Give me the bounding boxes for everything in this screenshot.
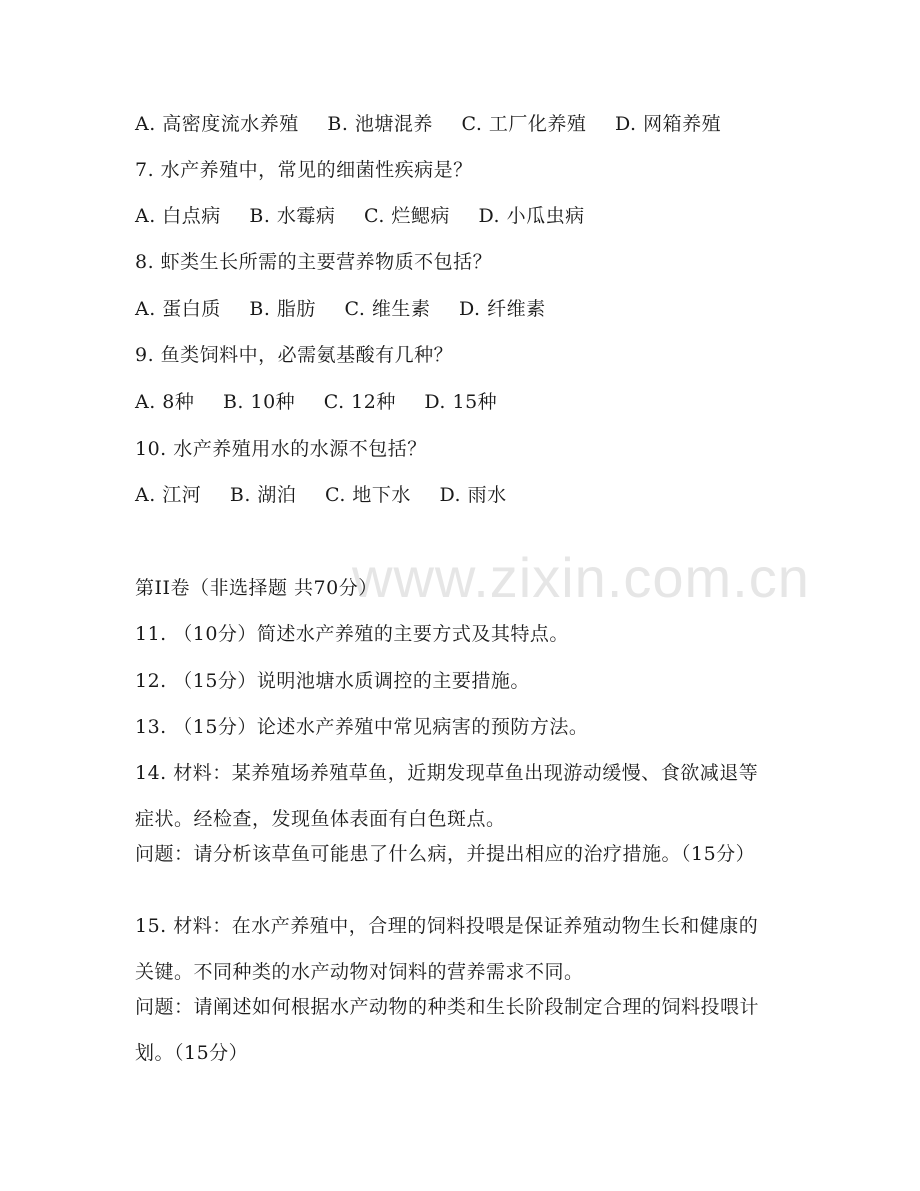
q6-option-b: B. 池塘混养 xyxy=(327,113,433,135)
q7-options xyxy=(135,204,607,228)
q9-question: 9. 鱼类饲料中，必需氨基酸有几种？ xyxy=(135,344,454,366)
q10-option-a: A. 江河 xyxy=(135,484,202,506)
q8-option-b: B. 脂肪 xyxy=(249,298,316,320)
q10-option-d: D. 雨水 xyxy=(439,484,507,506)
q6-option-d: D. 网箱养殖 xyxy=(614,113,722,135)
q11-question: 11. （10分）简述水产养殖的主要方式及其特点。 xyxy=(135,623,569,645)
q8-option-d: D. 纤维素 xyxy=(458,298,546,320)
q14-question: 问题：请分析该草鱼可能患了什么病，并提出相应的治疗措施。（15分） xyxy=(135,843,756,865)
q15-material: 15. 材料：在水产养殖中，合理的饲料投喂是保证养殖动物生长和健康的关键。不同种类的水产动物对饲料的营养需求不同。 xyxy=(135,915,759,983)
q8-option-c: C. 维生素 xyxy=(344,298,431,320)
q12-question: 12. （15分）说明池塘水质调控的主要措施。 xyxy=(135,670,530,692)
q7-option-b: B. 水霉病 xyxy=(249,205,336,227)
q6-option-a: A. 高密度流水养殖 xyxy=(135,113,299,135)
q10-option-c: C. 地下水 xyxy=(324,484,411,506)
q14-material: 14. 材料：某养殖场养殖草鱼，近期发现草鱼出现游动缓慢、食欲减退等症状。经检查，发现鱼体表面有白色斑点。 xyxy=(135,762,759,830)
q9-option-a: A. 8种 xyxy=(135,391,195,413)
watermark-text: www.zixin.com.cn xyxy=(352,546,810,609)
q9-options xyxy=(135,390,519,414)
q7-option-a: A. 白点病 xyxy=(135,205,221,227)
q10-option-b: B. 湖泊 xyxy=(229,484,297,506)
section-2-heading: 第II卷（非选择题 共70分） xyxy=(135,577,378,599)
q9-option-d: D. 15种 xyxy=(424,391,498,413)
q7-question: 7. 水产养殖中，常见的细菌性疾病是？ xyxy=(135,159,473,181)
q8-option-a: A. 蛋白质 xyxy=(135,298,221,320)
q8-question: 8. 虾类生长所需的主要营养物质不包括？ xyxy=(135,251,493,273)
q6-options xyxy=(135,112,743,136)
q15-question: 问题：请阐述如何根据水产动物的种类和生长阶段制定合理的饲料投喂计划。（15分） xyxy=(135,996,760,1064)
q7-option-d: D. 小瓜虫病 xyxy=(478,205,585,227)
q13-question: 13. （15分）论述水产养殖中常见病害的预防方法。 xyxy=(135,716,589,738)
q10-options xyxy=(135,483,529,507)
q9-option-b: B. 10种 xyxy=(222,391,296,413)
q7-option-c: C. 烂鳃病 xyxy=(363,205,450,227)
q9-option-c: C. 12种 xyxy=(323,391,396,413)
q10-question: 10. 水产养殖用水的水源不包括？ xyxy=(135,438,427,460)
q8-options xyxy=(135,297,568,321)
q6-option-c: C. 工厂化养殖 xyxy=(461,113,587,135)
